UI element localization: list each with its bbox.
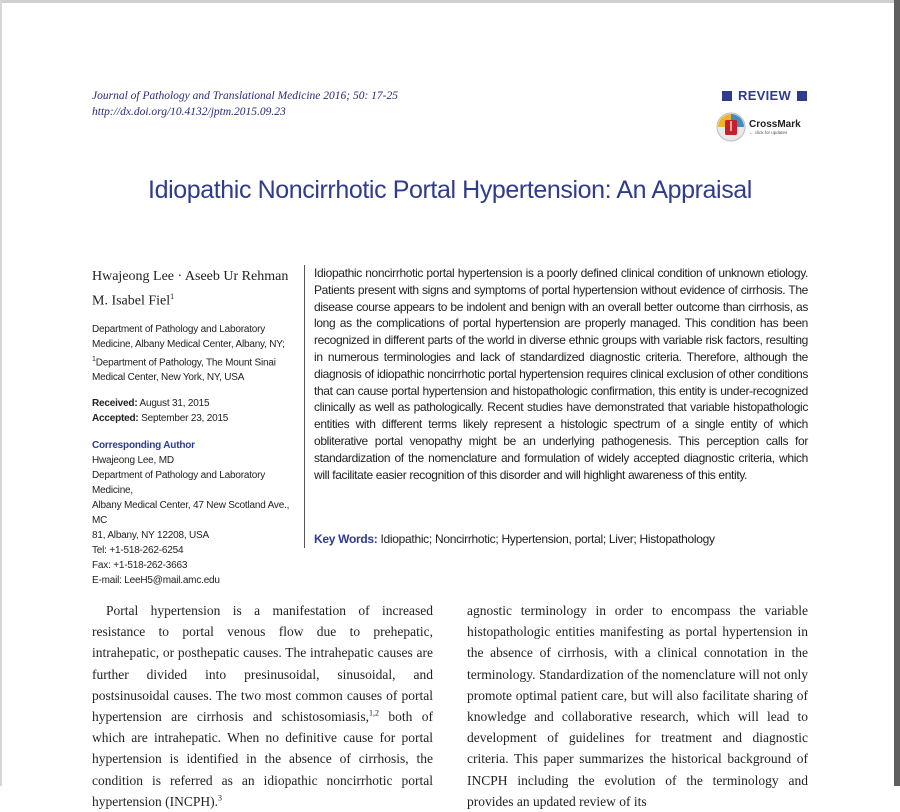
- crossmark-button[interactable]: [716, 112, 801, 142]
- corresponding-email[interactable]: E-mail: LeeH5@mail.amc.edu: [92, 575, 220, 586]
- received-label: Received:: [92, 398, 138, 409]
- corresponding-heading: Corresponding Author: [92, 440, 195, 451]
- column-divider: [304, 265, 305, 548]
- crossmark-icon: [716, 112, 746, 142]
- accepted-label: Accepted:: [92, 413, 139, 424]
- author-list: [92, 267, 288, 312]
- article-type-badge: [722, 88, 807, 103]
- page-left-border: [0, 0, 2, 786]
- body-left-text-a: Portal hypertension is a manifestation of increased resistance to portal venous flow due to prehepatic, intrahepatic, or posthepatic causes. The intrahepatic causes are further divided into presinusoidal, sinusoidal, and postsinusoidal causes. The two most common causes of portal hypertension are cirrhosis and schistosomiasis,: [92, 603, 433, 725]
- journal-citation: [92, 88, 398, 120]
- article-type-label: REVIEW: [738, 88, 792, 103]
- crossmark-subtitle: ← click for updates: [749, 130, 788, 135]
- page-top-border: [0, 0, 900, 3]
- corresponding-address-2: Albany Medical Center, 47 New Scotland Ave., MC: [92, 500, 290, 526]
- keywords-label: Key Words:: [314, 532, 378, 546]
- corresponding-author: [92, 438, 302, 588]
- page-right-border: [894, 0, 900, 786]
- affiliations: [92, 322, 302, 385]
- crossmark-name: CrossMark: [749, 119, 801, 130]
- affiliation-line-3: [92, 352, 302, 370]
- badge-square-left: [722, 91, 732, 101]
- journal-line: Journal of Pathology and Translational Medicine 2016; 50: 17-25: [92, 90, 399, 102]
- citation-3: 3: [217, 793, 222, 803]
- affiliation-line-1: Department of Pathology and Laboratory: [92, 324, 266, 335]
- accepted-date: [92, 411, 302, 426]
- abstract-text: Idiopathic noncirrhotic portal hypertension is a poorly defined clinical condition of unknown etiology. Patients present with signs and symptoms of portal hypertension without evidence of cirrhosis. The disease course appears to be indolent and benign with an overall better outcome than cirrhosis, as long as the complications of portal hypertension are properly managed. This condition has been recognized in different parts of the world in diverse ethnic groups with variable risk factors, resulting in numerous terminologies and lack of standardized diagnostic criteria. Therefore, although the diagnosis of idiopathic noncirrhotic portal hypertension requires clinical exclusion of other conditions that can cause portal hypertension and histopathologic confirmation, this entity is under-recognized clinically as well as pathologically. Recent studies have demonstrated that variable histopathologic entities with different terms likely represent a histologic spectrum of a single entity of which obliterative portal venopathy might be an underlying pathogenesis. This perception calls for standardization of the nomenclature and formulation of widely accepted diagnostic criteria, which will facilitate easier recognition of this disorder and will highlight awareness of this entity.: [314, 266, 808, 482]
- affiliation-line-3-text: Department of Pathology, The Mount Sinai: [95, 357, 276, 369]
- badge-square-right: [797, 91, 807, 101]
- keywords: [314, 532, 715, 546]
- article-dates: [92, 396, 302, 426]
- corresponding-tel: Tel: +1-518-262-6254: [92, 545, 184, 556]
- body-column-left: [92, 600, 433, 812]
- keywords-value: Idiopathic; Noncirrhotic; Hypertension, portal; Liver; Histopathology: [380, 532, 715, 546]
- body-left-text-b: both of which are intrahepatic. When no definitive cause for portal hypertension is identified in the absence of cirrhosis, the condition is referred as an idiopathic noncirrhotic portal hypertension (INCPH).: [92, 709, 433, 809]
- corresponding-name: Hwajeong Lee, MD: [92, 455, 174, 466]
- accepted-value: September 23, 2015: [141, 413, 229, 424]
- affiliation-mark: 1: [92, 356, 96, 363]
- body-column-right: agnostic terminology in order to encompass the variable histopathologic entities manifesting as portal hypertension in the absence of cirrhosis, with a clinical connotation in the terminology. Standardization of the nomenclature will not only promote optimal patient care, but will also facilitate sharing of knowledge and collaborative research, which will lead to development of guidelines for treatment and diagnostic criteria. This paper summarizes the historical background of INCPH including the evolution of the terminology and provides an updated review of its: [467, 603, 808, 809]
- doi-link[interactable]: http://dx.doi.org/10.4132/jptm.2015.09.23: [92, 106, 286, 118]
- corresponding-fax: Fax: +1-518-262-3663: [92, 560, 188, 571]
- authors-line-1: Hwajeong Lee · Aseeb Ur Rehman: [92, 269, 289, 284]
- affiliation-line-2: Medicine, Albany Medical Center, Albany, NY;: [92, 339, 285, 350]
- author-affiliation-mark: 1: [170, 292, 175, 301]
- received-value: August 31, 2015: [139, 398, 210, 409]
- affiliation-line-4: Medical Center, New York, NY, USA: [92, 372, 245, 384]
- article-title: Idiopathic Noncirrhotic Portal Hypertension: An Appraisal: [148, 176, 752, 204]
- author-name: M. Isabel Fiel: [92, 293, 171, 309]
- authors-line-2: [92, 287, 288, 312]
- corresponding-address-3: 81, Albany, NY 12208, USA: [92, 530, 209, 541]
- received-date: [92, 396, 302, 411]
- citation-1-2: 1,2: [369, 708, 380, 718]
- corresponding-address-1: Department of Pathology and Laboratory Medicine,: [92, 470, 266, 496]
